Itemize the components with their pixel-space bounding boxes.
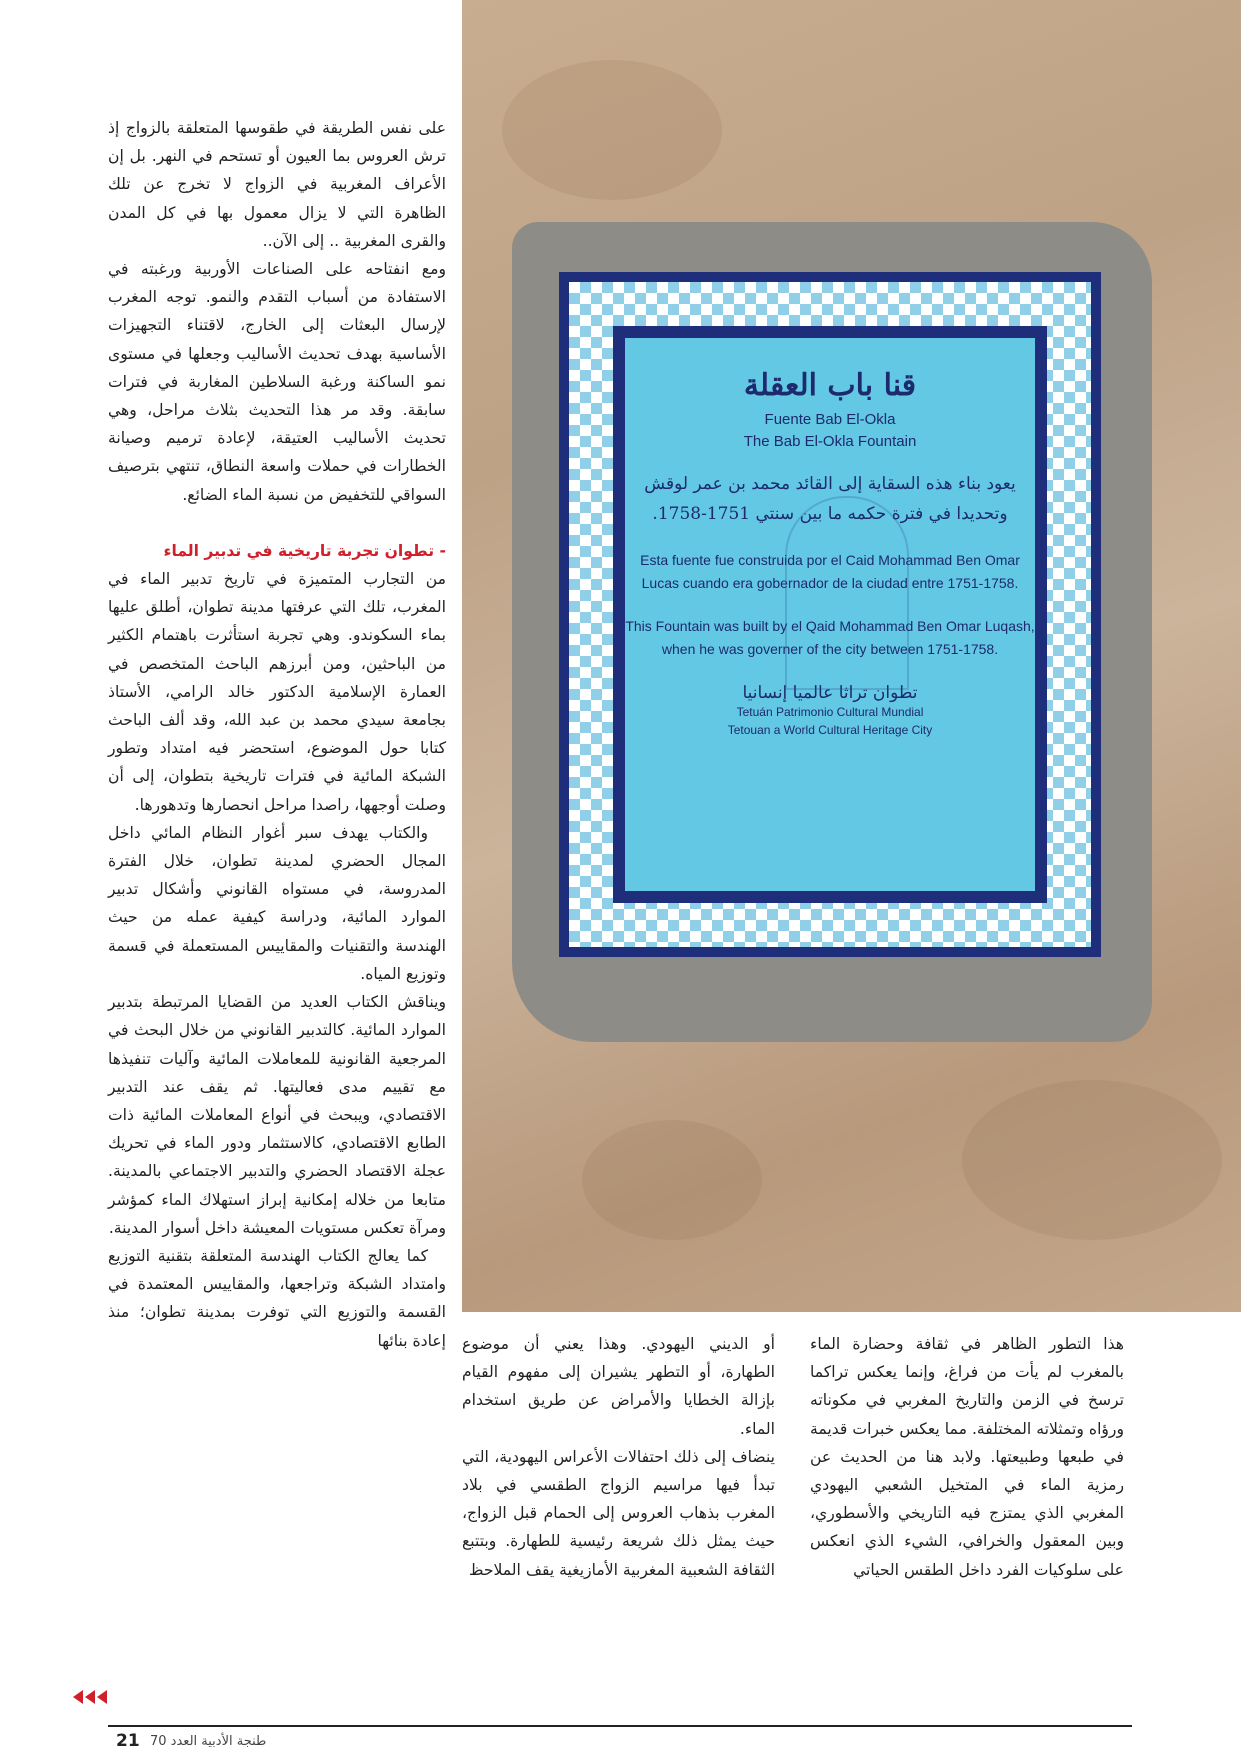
paragraph: كما يعالج الكتاب الهندسة المتعلقة بتقنية التوزيع وامتداد الشبكة وتراجعها، والمقاييس المعتمدة في القسمة والتوزيع التي توفرت بمدينة تطوان؛ منذ إعادة بنائها xyxy=(108,1246,446,1350)
paragraph: ومع انفتاحه على الصناعات الأوربية ورغبته في الاستفادة من أسباب التقدم والنمو. توجه المغرب لإرسال البعثات إلى الخارج، لاقتناء التجهيزات الأساسية بهدف تحديث الأساليب وجعلها في مستوى نمو الساكنة ورغبة السلاطين المغاربة في فترات سابقة. وقد مر هذا التحديث بثلاث مراحل، وهي تحديث الأساليب العتيقة، لإعادة ترميم وصيانة الخطارات في حملات واسعة النطاق، تنتهي بترصيف السواقي للتخفيض من نسبة الماء الضائع. xyxy=(108,260,446,504)
plaque-spanish-text: Esta fuente fue construida por el Caid Mohammad Ben Omar Lucas cuando era gobernador de la ciudad entre 1751-1758. xyxy=(640,552,1020,591)
arch-watermark-icon xyxy=(785,496,909,690)
plaque-spanish-title: Fuente Bab El-Okla xyxy=(764,411,896,428)
section-subheading: - تطوان تجربة تاريخية في تدبير الماء xyxy=(163,541,446,560)
plaque-arabic-title: قنا باب العقلة xyxy=(743,368,917,403)
plaque-english-text: This Fountain was built by el Qaid Mohammad Ben Omar Luqash, when he was governer of the city between 1751-1758. xyxy=(625,618,1035,657)
paragraph: من التجارب المتميزة في تاريخ تدبير الماء في المغرب، تلك التي عرفتها مدينة تطوان، أطلق عليها بماء السكوندو. وهي تجربة استأثرت باهتمام الكثير من الباحثين، ومن أبرزهم الباحث المتخصص في العمارة الإسلامية الدكتور خالد الرامي، الأستاذ بجامعة سيدي محمد بن عبد الله، وقد ألف الباحث كتابا حول الموضوع، استحضر فيه امتداد وتطور الشبكة المائية في فترات تاريخية بتطوان، إلى أن وصلت أوجهها، راصدا مراحل انحصارها وتدهورها. xyxy=(108,570,446,814)
fountain-plaque-photo xyxy=(462,0,1241,1312)
paragraph: هذا التطور الظاهر في ثقافة وحضارة الماء بالمغرب لم يأت من فراغ، وإنما يعكس تراكما ترسخ في الزمن والتاريخ المغربي في مكوناته ورؤاه وتمثلاته المختلفة. مما يعكس خبرات قديمة في طبعها وطبيعتها. ولابد هنا من الحديث عن رمزية الماء في المتخيل الشعبي اليهودي المغربي الذي يمتزج فيه التاريخي والأسطوري، وبين المعقول والخرافي، الشيء الذي انعكس على سلوكيات الفرد داخل الطقس الحياتي xyxy=(810,1335,1124,1579)
bottom-right-text-column xyxy=(810,1330,1124,1584)
magazine-name: طنجة الأدبية العدد 70 xyxy=(150,1734,267,1749)
plaque-english-title: The Bab El-Okla Fountain xyxy=(743,433,917,450)
continue-arrows-icon xyxy=(73,1689,115,1705)
left-text-column xyxy=(108,114,446,1355)
plaque-arabic-text: يعود بناء هذه السقاية إلى القائد محمد بن عمر لوقش وتحديدا في فترة حكمه ما بين سنتي 1751-1758. xyxy=(644,474,1016,524)
paragraph: ينضاف إلى ذلك احتفالات الأعراس اليهودية، التي تبدأ فيها مراسيم الزواج الطقسي في بلاد المغرب بذهاب العروس إلى الحمام قبل الزواج، حيث يمثل ذلك شريعة رئيسية للطهارة. وبتتبع الثقافة الشعبية المغربية الأمازيغية يقف الملاحظ xyxy=(462,1447,775,1579)
mosaic-tile-frame xyxy=(559,272,1101,957)
plaque-footer-english: Tetouan a World Cultural Heritage City xyxy=(727,723,933,737)
page-number: 21 xyxy=(116,1731,140,1751)
bottom-middle-text-column xyxy=(462,1330,775,1584)
plaque-panel xyxy=(625,338,1035,891)
paragraph: على نفس الطريقة في طقوسها المتعلقة بالزواج إذ ترش العروس بما العيون أو تستحم في النهر. بل إن الأعراف المغربية في الزواج لا تخرج عن تلك الظاهرة التي لا يزال معمول بها في كل المدن والقرى المغربية .. إلى الآن.. xyxy=(108,119,446,250)
footer-rule xyxy=(108,1725,1132,1727)
plaque-footer-spanish: Tetuán Patrimonio Cultural Mundial xyxy=(736,705,924,719)
paragraph: أو الديني اليهودي. وهذا يعني أن موضوع الطهارة، أو التطهر يشيران إلى مفهوم القيام بإزالة الخطايا والأمراض عن طريق استخدام الماء. xyxy=(462,1335,775,1438)
plaque-footer-arabic: تطوان تراثا عالميا إنسانيا xyxy=(742,683,918,703)
paragraph: والكتاب يهدف سبر أغوار النظام المائي داخل المجال الحضري لمدينة تطوان، خلال الفترة المدروسة، في مستواه القانوني وأشكال تدبير الموارد المائية، ودراسة كيفية عمله من حيث الهندسة والتقنيات والمقاييس المستعملة في قسمة وتوزيع المياه. xyxy=(108,823,446,983)
paragraph: ويناقش الكتاب العديد من القضايا المرتبطة بتدبير الموارد المائية. كالتدبير القانوني من خلال البحث في المرجعية القانونية للمعاملات المائية وآليات تنفيذها مع تقييم مدى فعاليتها. ثم يقف عند التدبير الاقتصادي، ويبحث في أنواع المعاملات المائية ذات الطابع الاقتصادي، كالاستثمار ودور الماء في تحريك عجلة الاقتصاد الحضري والتدبير الاجتماعي بالمدينة. متابعا من خلاله إمكانية إبراز استهلاك الماء كمؤشر ومرآة تعكس مستويات المعيشة داخل أسوار المدينة. xyxy=(108,993,446,1237)
